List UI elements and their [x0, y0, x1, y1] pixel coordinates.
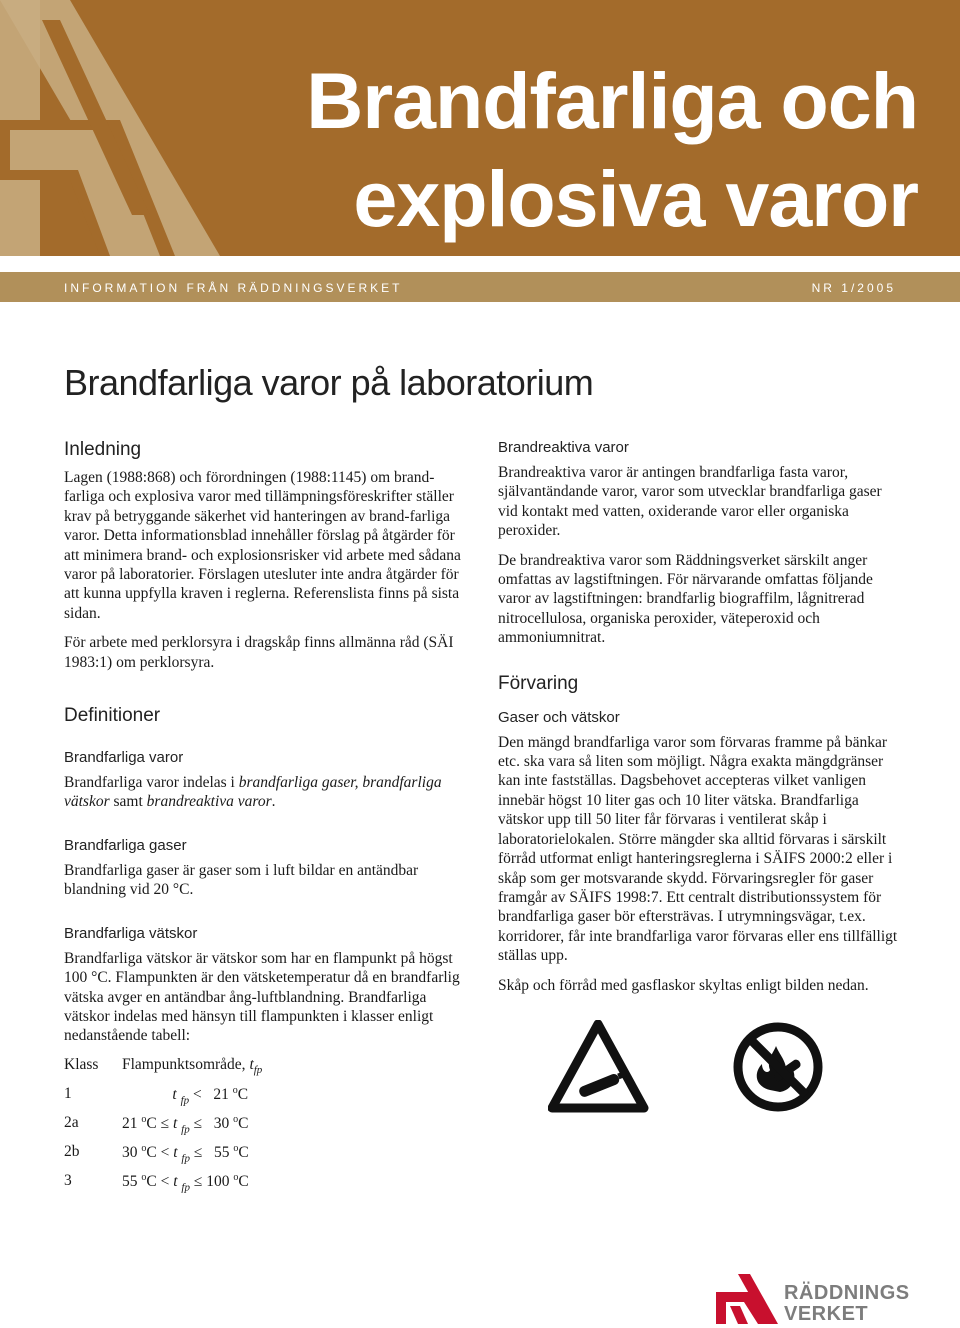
definitioner-heading: Definitioner: [64, 705, 161, 727]
table-header-row: [64, 1056, 262, 1085]
flash-point-class-table: [64, 1056, 262, 1201]
gaser-och-vatskor-paragraph-2: Skåp och förråd med gasflaskor skyltas enligt bilden nedan.: [498, 976, 869, 994]
issue-number: NR 1/2005: [811, 281, 896, 295]
table-row: 3 55 $^o$C < t $_{fp}$ ≤ 100 $^o$C: [64, 1171, 249, 1193]
info-bar: [0, 272, 960, 302]
right-column: [498, 438, 898, 1005]
footer-line1: RÄDDNINGS: [784, 1282, 910, 1304]
gas-cylinder-warning-icon: [552, 1024, 644, 1108]
brandreaktiva-paragraph-2: De brandreaktiva varor som Räddningsverket särskilt anger omfattas av lagstiftningen. För närvarande omfattas följande varor av lagstiftningen: brandfarlig biograffilm, lågnitrerad nitrocellulosa, organiska peroxider, väteperoxid och ammoniumnitrat.: [498, 551, 873, 647]
inledning-paragraph-1: Lagen (1988:868) och förordningen (1988:1145) om brand-farliga och explosiva varor med tillämpningsföreskrifter ställer krav på betryggande säkerhet vid hanteringen av brand-farliga varor. Detta informationsblad innehåller förslag på åtgärder för att minimera brand- och explosionsrisker vid arbete med sådana varor på laboratorier. Förslagen utesluter inte andra åtgärder för att kunna uppfylla kraven i reglerna. Referenslista finns på sista sidan.: [64, 469, 461, 622]
publisher-label: INFORMATION FRÅN RÄDDNINGSVERKET: [64, 281, 403, 295]
range-header: Flampunktsområde, $t_{fp}$: [122, 1055, 263, 1076]
brandfarliga-varor-paragraph: Brandfarliga varor indelas i brandfarliga gaser, brandfarliga vätskor samt brandreaktiva varor.: [64, 774, 442, 811]
forvaring-heading: Förvaring: [498, 672, 579, 694]
no-open-flame-icon: [738, 1027, 818, 1107]
klass-header: Klass: [64, 1055, 99, 1073]
safety-signs: [548, 1020, 888, 1115]
banner-title: [306, 52, 918, 248]
brandfarliga-vatskor-paragraph: Brandfarliga vätskor är vätskor som har en flampunkt på högst 100 °C. Flampunkten är den vätsketemperatur då en brandfarlig vätska avger en antändbar ång-luftblandning. Brandfarliga vätskor indelas med hänsyn till flampunkten i klasser enligt nedanstående tabell:: [64, 949, 460, 1045]
left-column: [64, 438, 464, 1201]
table-row: 1 t $_{fp}$ < 21 $^o$C: [64, 1084, 249, 1106]
raddningsverket-watermark-logo-icon: [0, 0, 240, 256]
footer-line2: VERKET: [784, 1303, 869, 1325]
gaser-och-vatskor-paragraph-1: Den mängd brandfarliga varor som förvaras framme på bänkar etc. ska vara så liten som möjligt. Några exakta mängdgränser kan inte fastställas. Dagsbehovet accepteras vilket vanligen innebär högst 10 liter gas och 10 liter vätska. Brandfarliga vätskor upp till 50 liter får förvaras i ventilerat skåp i laboratorielokalen. Större mängder ska alltid förvaras i särskilt förråd utformat enligt hanteringsreglerna i SÄIFS 2000:2 eller i skåp som ger motsvarande skydd. Förvaringsregler för gaser framgår av SÄIFS 1998:7. Ett centralt distributionssystem för brandfarliga gaser bör eftersträvas. I utrymningsvägar, t.ex. korridorer, får inte brandfarliga varor förvaras eller ens tillfälligt ställas upp.: [498, 733, 898, 965]
header-banner: [0, 0, 960, 256]
inledning-heading: Inledning: [64, 439, 142, 460]
brandfarliga-gaser-paragraph: Brandfarliga gaser är gaser som i luft bildar en antändbar blandning vid 20 °C.: [64, 861, 419, 899]
brandreaktiva-paragraph-1: Brandreaktiva varor är antingen brandfarliga fasta varor, självantändande varor, varor som utvecklar brandfarliga gaser vid kontakt med vatten, oxiderande varor eller organiska peroxider.: [498, 464, 882, 540]
brandfarliga-vatskor-heading: Brandfarliga vätskor: [64, 924, 198, 942]
table-row: 2b 30 $^o$C < t $_{fp}$ ≤ 55 $^o$C: [64, 1142, 249, 1164]
banner-title-line2: explosiva varor: [353, 154, 918, 243]
footer-brand-text: [784, 1283, 910, 1325]
brandfarliga-gaser-heading: Brandfarliga gaser: [64, 836, 187, 854]
table-row: 2a 21 $^o$C ≤ t $_{fp}$ ≤ 30 $^o$C: [64, 1113, 249, 1135]
page-title: Brandfarliga varor på laboratorium: [64, 362, 594, 403]
brandfarliga-varor-heading: Brandfarliga varor: [64, 749, 184, 767]
brandreaktiva-varor-heading: Brandreaktiva varor: [498, 439, 629, 456]
banner-title-line1: Brandfarliga och: [306, 56, 918, 145]
inledning-paragraph-2: För arbete med perklorsyra i dragskåp finns allmänna råd (SÄI 1983:1) om perklorsyra.: [64, 634, 454, 671]
gaser-och-vatskor-heading: Gaser och vätskor: [498, 708, 620, 726]
